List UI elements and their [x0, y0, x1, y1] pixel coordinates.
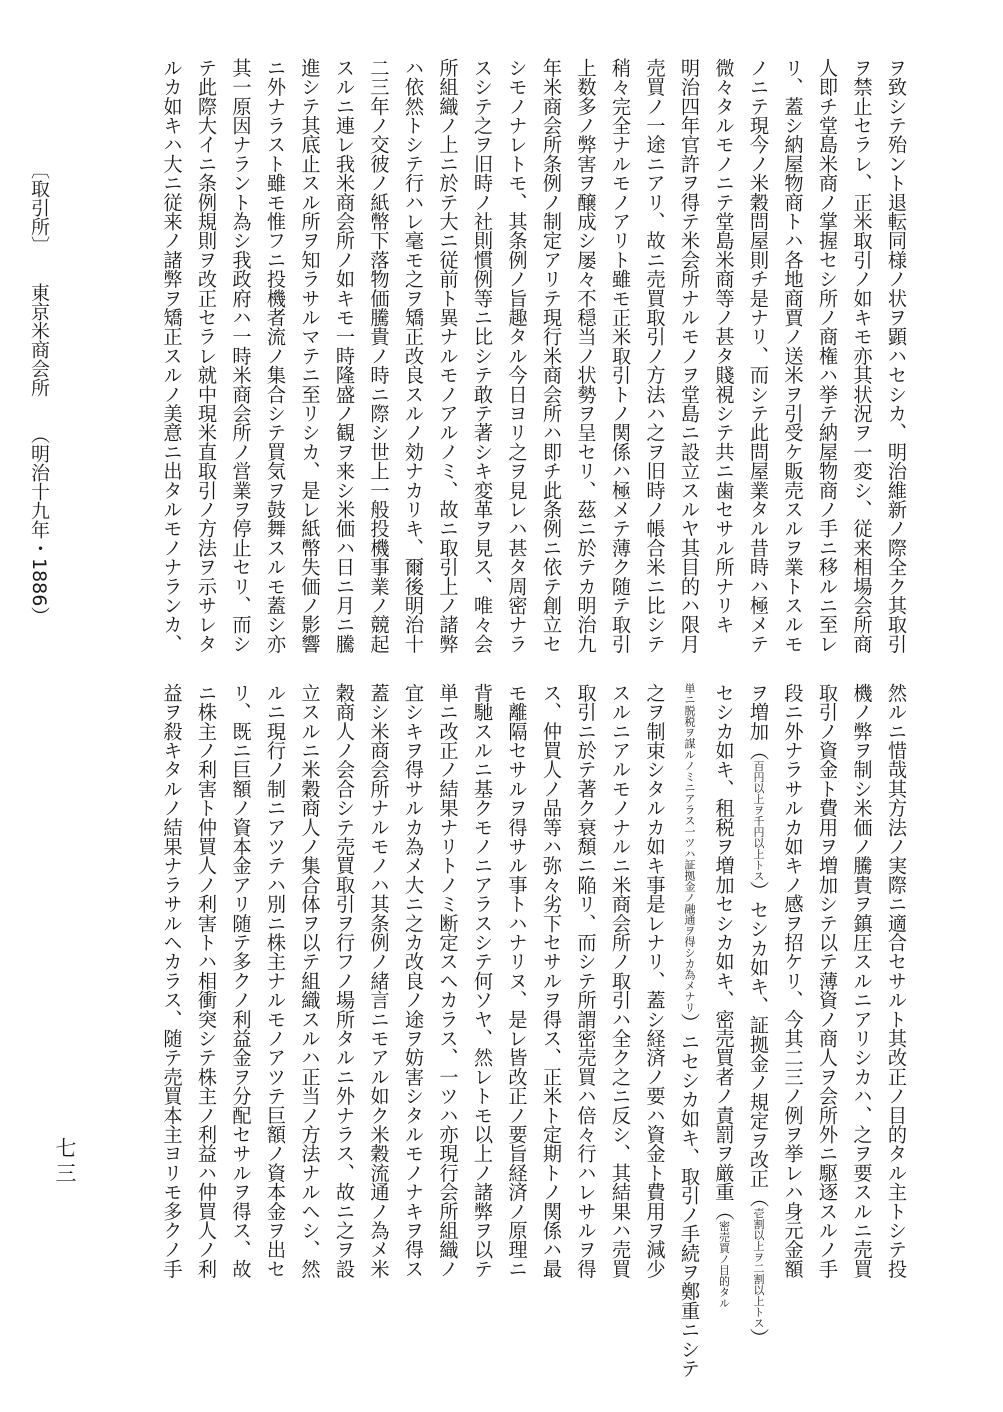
- text-column: 機ノ弊ヲ制シ米価ノ騰貴ヲ鎮圧スルニアリシカハ、之ヲ要スルニ売買: [850, 683, 874, 1279]
- text-column: 単ニ改正ノ結果ナリトノミ断定スヘカラス、一ツハ亦現行会所組織ノ: [436, 683, 460, 1279]
- text-column-with-note: [741, 683, 776, 1348]
- inline-note: （壱割以上ヲ二割以上トス）: [747, 1188, 770, 1348]
- text-column: 穀商人ノ会合シテ売買取引ヲ行フノ場所タルニ外ナラス、故ニ之ヲ設: [333, 683, 356, 1279]
- text-column: ハ依然トシテ行ハレ毫モ之ヲ矯正改良スルノ効ナカリキ、爾後明治十: [402, 58, 425, 654]
- note-line: ハ証拠金ノ融通ヲ得シカ為メナリ: [683, 848, 696, 1013]
- text-column: 上数多ノ弊害ヲ醸成シ屡々不穏当ノ状勢ヲ呈セリ、茲ニ於テカ明治九: [574, 58, 598, 654]
- text-column: 取引ノ資金ト費用ヲ増加シテ以テ薄資ノ商人ヲ会所外ニ駆逐スルノ手: [816, 683, 839, 1279]
- text-column: ヲ致シテ殆ント退転同様ノ状ヲ顕ハセシカ、明治維新ノ際全ク其取引: [885, 58, 908, 654]
- text-column: 二三年ノ交彼ノ紙幣下落物価騰貴ノ時ニ際シ世上一般投機事業ノ競起: [367, 58, 391, 654]
- document-date: （明治十九年・1886）: [28, 425, 50, 626]
- text-column: 進シテ其底止スル所ヲ知ラサルマテニ至リシカ、是レ紙幣失価ノ影響: [298, 58, 322, 654]
- text-column: 取引ニ於テ著ク衰頽ニ陥リ、而シテ所謂密売買ハ倍々行ハレサルヲ得: [574, 683, 598, 1279]
- text-column: リ、蓋シ納屋物商トハ各地商賈ノ送米ヲ引受ケ販売スルヲ業トスルモ: [781, 58, 805, 654]
- document-title: 東京米商会所: [28, 283, 50, 398]
- text-column: 売買ノ一途ニアリ、故ニ売買取引ノ方法ハ之ヲ旧時ノ帳合米ニ比シテ: [643, 58, 667, 654]
- text-column: ス、仲買人ノ品等ハ弥々劣下セサルヲ得ス、正米ト定期トノ関係ハ最: [540, 683, 563, 1279]
- upper-text-block: [93, 58, 913, 658]
- text-column: 稍々完全ナルモノアリト雖モ正米取引トノ関係ハ極メテ薄ク随テ取引: [609, 58, 632, 654]
- text-column: ノニテ現今ノ米穀問屋則チ是ナリ、而シテ此問屋業タル昔時ハ極メテ: [747, 58, 770, 654]
- text-column: スルニ連レ我米商会所ノ如キモ一時隆盛ノ観ヲ来シ米価ハ日ニ月ニ騰: [333, 58, 356, 654]
- text-column: シモノナレトモ、其条例ノ旨趣タル今日ヨリ之ヲ見レハ甚タ周密ナラ: [505, 58, 529, 654]
- inline-note: 単ニ脱税ヲ謀ルノミニアラス一ツハ証拠金ノ融通ヲ得シカ為メナリ）: [678, 683, 701, 1033]
- text-column: ヲ禁止セラレ、正米取引ノ如キモ亦其状況ヲ一変シ、従来相場会所商: [850, 58, 874, 654]
- text-column: ルニ現行ノ制ニアツテハ別ニ株主ナルモノアツテ巨額ノ資本金ヲ出セ: [264, 683, 287, 1279]
- text-column: 宜シキヲ得サルカ為メ大ニ之カ改良ノ途ヲ妨害シタルモノナキヲ得ス: [402, 683, 425, 1279]
- inline-note: （百円以上ヲ千円以上トス）: [747, 740, 770, 901]
- text-column: スルニアルモノナルニ米商会所ノ取引ハ全ク之ニ反シ、其結果ハ売買: [609, 683, 632, 1279]
- note-line: 単ニ脱税ヲ謀ルノミニアラス一ツ: [683, 683, 696, 848]
- text-column: 微々タルモノニテ堂島米商等ノ甚タ賤視シテ共ニ歯セサル所ナリキ: [712, 58, 736, 634]
- text-column-with-note: [672, 683, 707, 1378]
- text-column: 所組織ノ上ニ於テ大ニ従前ト異ナルモノアルノミ、故ニ取引上ノ諸弊: [436, 58, 460, 654]
- text-column: テ此際大イニ条例規則ヲ改正セラレ就中現米直取引ノ方法ヲ示サレタ: [195, 58, 218, 654]
- note-line: 目的タル: [717, 1264, 731, 1309]
- text-column: 其一原因ナラント為シ我政府ハ一時米商会所ノ営業ヲ停止セリ、而シ: [229, 58, 253, 654]
- text-fragment: セシカ如キ、租税ヲ増加セシカ如キ、密売買者ノ責罰ヲ厳重: [712, 683, 736, 1202]
- text-column: モ離隔セサルヲ得サル事トハナリヌ、是レ皆改正ノ要旨経済ノ原理ニ: [505, 683, 529, 1279]
- text-fragment: ニセシカ如キ、取引ノ手続ヲ鄭重ニシテ: [678, 1032, 701, 1378]
- note-line: 割以上トス: [752, 1273, 765, 1329]
- text-fragment: セシカ如キ、証拠金ノ規定ヲ改正: [747, 900, 770, 1189]
- text-column: 人即チ堂島米商ノ掌握セシ所ノ商権ハ挙テ納屋物商ノ手ニ移ルニ至レ: [816, 58, 839, 654]
- text-column-with-note: [706, 683, 741, 1333]
- text-column: 段ニ外ナラサルカ如キノ感ヲ招ケリ、今其二三ノ例ヲ挙レハ身元金額: [781, 683, 805, 1279]
- section-label: 〔取引所〕: [28, 160, 50, 255]
- text-column: ニ外ナラスト雖モ惟フニ投機者流ノ集合シテ買気ヲ鼓舞スルモ蓋シ亦: [264, 58, 287, 654]
- text-column: 蓋シ米商会所ナルモノハ其条例ノ緒言ニモアル如ク米穀流通ノ為メ米: [367, 683, 391, 1279]
- text-column: 背馳スルニ基クモノニアラスシテ何ソヤ、然レトモ以上ノ諸弊ヲ以テ: [471, 683, 494, 1279]
- note-line: 密売買ノ: [717, 1220, 731, 1265]
- note-line: 円以上トス: [752, 825, 765, 881]
- text-column: スシテ之ヲ旧時ノ社則慣例等ニ比シテ敢テ著シキ変革ヲ見ス、唯々会: [471, 58, 494, 654]
- note-line: 百円以上ヲ千: [752, 759, 765, 826]
- text-column: 立スルニ米穀商人ノ集合体ヲ以テ組織スルハ正当ノ方法ナルヘシ、然: [298, 683, 322, 1279]
- text-column: ニ株主ノ利害ト仲買人ノ利害トハ相衝突シテ株主ノ利益ハ仲買人ノ利: [195, 683, 218, 1279]
- page-number: 七三: [53, 1137, 77, 1187]
- text-column: 然ルニ惜哉其方法ノ実際ニ適合セサルト其改正ノ目的タル主トシテ投: [885, 683, 908, 1279]
- note-line: 壱割以上ヲ二: [752, 1207, 765, 1274]
- text-fragment: ヲ増加: [747, 683, 770, 741]
- running-header: [28, 160, 50, 780]
- text-column: 年米商会所条例ノ制定アリテ現行米商会所ハ即チ此条例ニ依テ創立セ: [540, 58, 563, 654]
- text-column: 明治四年官許ヲ得テ米会所ナルモノヲ堂島ニ設立スルヤ其目的ハ限月: [678, 58, 701, 654]
- inline-note: （密売買ノ目的タル: [712, 1201, 736, 1309]
- text-column: 益ヲ殺キタルノ結果ナラサルヘカラス、随テ売買本主ヨリモ多クノ手: [160, 683, 184, 1279]
- text-column: リ、既ニ巨額ノ資本金アリ随テ多クノ利益金ヲ分配セサルヲ得ス、故: [229, 683, 253, 1279]
- lower-text-block: [93, 683, 913, 1378]
- text-column: ルカ如キハ大ニ従来ノ諸弊ヲ矯正スルノ美意ニ出タルモノナランカ、: [160, 58, 184, 654]
- text-column: 之ヲ制束シタルカ如キ事是レナリ、蓋シ経済ノ要ハ資金ト費用ヲ減少: [643, 683, 667, 1279]
